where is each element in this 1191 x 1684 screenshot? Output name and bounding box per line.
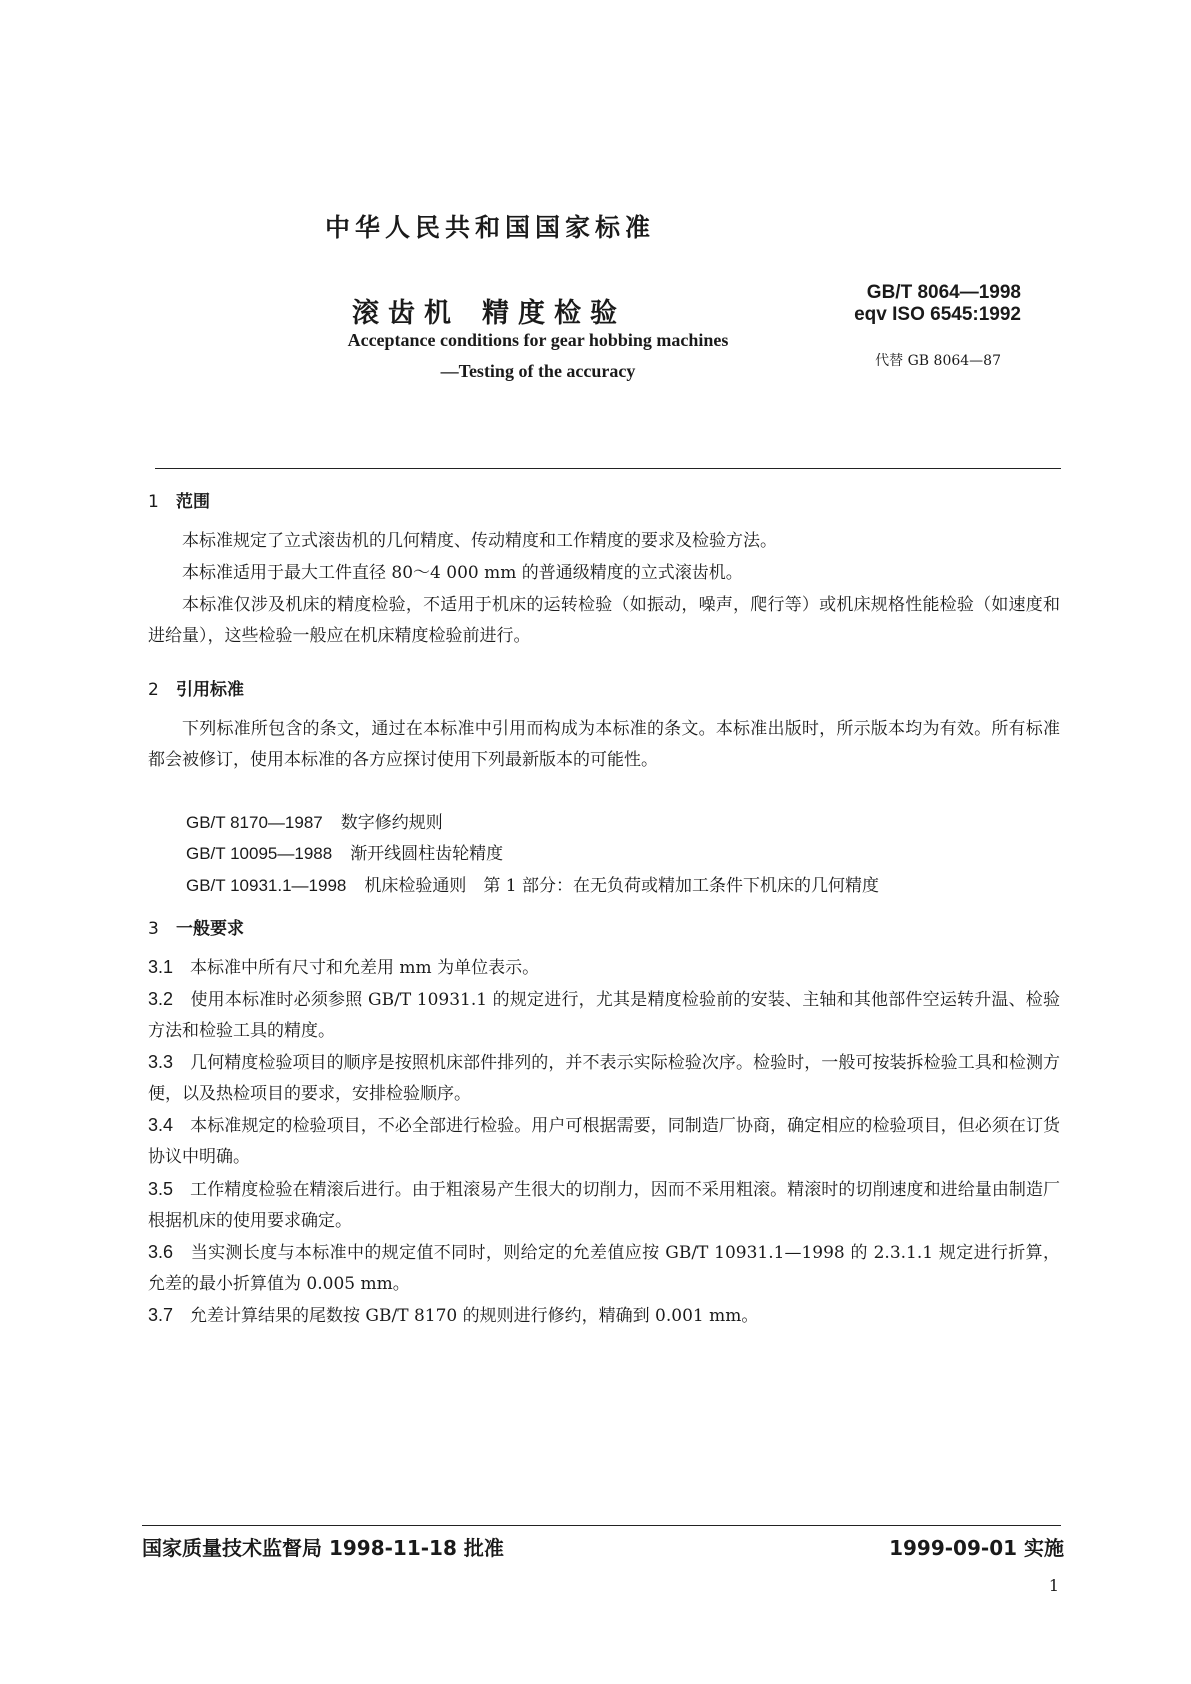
clause-text: 几何精度检验项目的顺序是按照机床部件排列的，并不表示实际检验次序。检验时，一般可按装拆检验工具和检测方便，以及热检项目的要求，安排检验顺序。 (148, 1053, 1061, 1104)
page-number: 1 (1048, 1576, 1059, 1595)
clause-text: 当实测长度与本标准中的规定值不同时，则给定的允差值应按 GB/T 10931.1—1998 的 2.3.1.1 规定进行折算，允差的最小折算值为 0.005 mm。 (148, 1243, 1061, 1294)
clause-text: 允差计算结果的尾数按 GB/T 8170 的规则进行修约，精确到 0.001 mm。 (190, 1306, 759, 1326)
section-title: 范围 (176, 492, 210, 512)
reference-code: GB/T 10095—1988 (186, 844, 333, 863)
section-number: 2 (148, 680, 159, 700)
section-number: 3 (148, 919, 159, 939)
section-1-para-1: 本标准规定了立式滚齿机的几何精度、传动精度和工作精度的要求及检验方法。 (182, 531, 777, 551)
section-1-para-2: 本标准适用于最大工件直径 80～4 000 mm 的普通级精度的立式滚齿机。 (182, 563, 743, 583)
clause-number: 3.7 (148, 1305, 174, 1325)
reference-item (186, 871, 879, 896)
title-cn-part2: 精度检验 (482, 298, 626, 329)
clause-number: 3.3 (148, 1052, 174, 1072)
clause-3-5 (148, 1174, 1060, 1237)
approval-line: 国家质量技术监督局 1998-11-18 批准 (142, 1536, 504, 1560)
clause-3-1 (148, 952, 1060, 984)
effective-date: 1999-09-01 实施 (889, 1536, 1064, 1560)
document-title-cn (352, 291, 626, 330)
section-3-heading (148, 914, 244, 939)
reference-title: 机床检验通则 第 1 部分：在无负荷或精加工条件下机床的几何精度 (364, 876, 879, 896)
reference-item (186, 808, 443, 833)
clause-text: 使用本标准时必须参照 GB/T 10931.1 的规定进行，尤其是精度检验前的安装、主轴和其他部件空运转升温、检验方法和检验工具的精度。 (148, 990, 1061, 1041)
reference-code: GB/T 10931.1—1998 (186, 876, 347, 895)
replaces-standard: 代替 GB 8064—87 (875, 353, 1001, 369)
title-cn-part1: 滚齿机 (352, 298, 460, 329)
clause-text: 本标准中所有尺寸和允差用 mm 为单位表示。 (190, 958, 540, 978)
reference-item (186, 839, 503, 864)
section-2-para-1: 下列标准所包含的条文，通过在本标准中引用而构成为本标准的条文。本标准出版时，所示版本均为有效。所有标准都会被修订，使用本标准的各方应探讨使用下列最新版本的可能性。 (148, 719, 1060, 770)
reference-title: 数字修约规则 (340, 813, 443, 833)
reference-code: GB/T 8170—1987 (186, 813, 323, 832)
standard-number: GB/T 8064—1998 (866, 282, 1021, 303)
footer-divider (142, 1525, 1061, 1526)
clause-number: 3.4 (148, 1115, 174, 1135)
section-title: 引用标准 (176, 680, 244, 700)
national-standard-heading: 中华人民共和国国家标准 (325, 213, 656, 242)
clause-text: 工作精度检验在精滚后进行。由于粗滚易产生很大的切削力，因而不采用粗滚。精滚时的切削速度和进给量由制造厂根据机床的使用要求确定。 (148, 1180, 1061, 1231)
section-2-heading (148, 675, 244, 700)
clause-3-6 (148, 1237, 1060, 1300)
document-title-en-line2: —Testing of the accuracy (440, 361, 636, 381)
section-title: 一般要求 (176, 919, 244, 939)
standard-number-block (854, 282, 1021, 326)
clause-number: 3.6 (148, 1242, 174, 1262)
reference-title: 渐开线圆柱齿轮精度 (350, 844, 504, 864)
clause-number: 3.1 (148, 957, 174, 977)
clause-3-3 (148, 1047, 1060, 1110)
document-title-en-line1: Acceptance conditions for gear hobbing machines (347, 330, 729, 350)
clause-number: 3.2 (148, 989, 174, 1009)
clause-3-4 (148, 1110, 1060, 1173)
clause-text: 本标准规定的检验项目，不必全部进行检验。用户可根据需要，同制造厂协商，确定相应的检验项目，但必须在订货协议中明确。 (148, 1116, 1061, 1167)
equivalent-standard: eqv ISO 6545:1992 (854, 304, 1021, 325)
clause-3-2 (148, 984, 1060, 1047)
clause-3-7 (148, 1300, 1060, 1332)
section-1-heading (148, 487, 210, 512)
header-divider (155, 468, 1061, 469)
clause-number: 3.5 (148, 1179, 174, 1199)
section-number: 1 (148, 492, 159, 512)
section-1-para-3: 本标准仅涉及机床的精度检验，不适用于机床的运转检验（如振动，噪声，爬行等）或机床规格性能检验（如速度和进给量），这些检验一般应在机床精度检验前进行。 (148, 595, 1060, 646)
